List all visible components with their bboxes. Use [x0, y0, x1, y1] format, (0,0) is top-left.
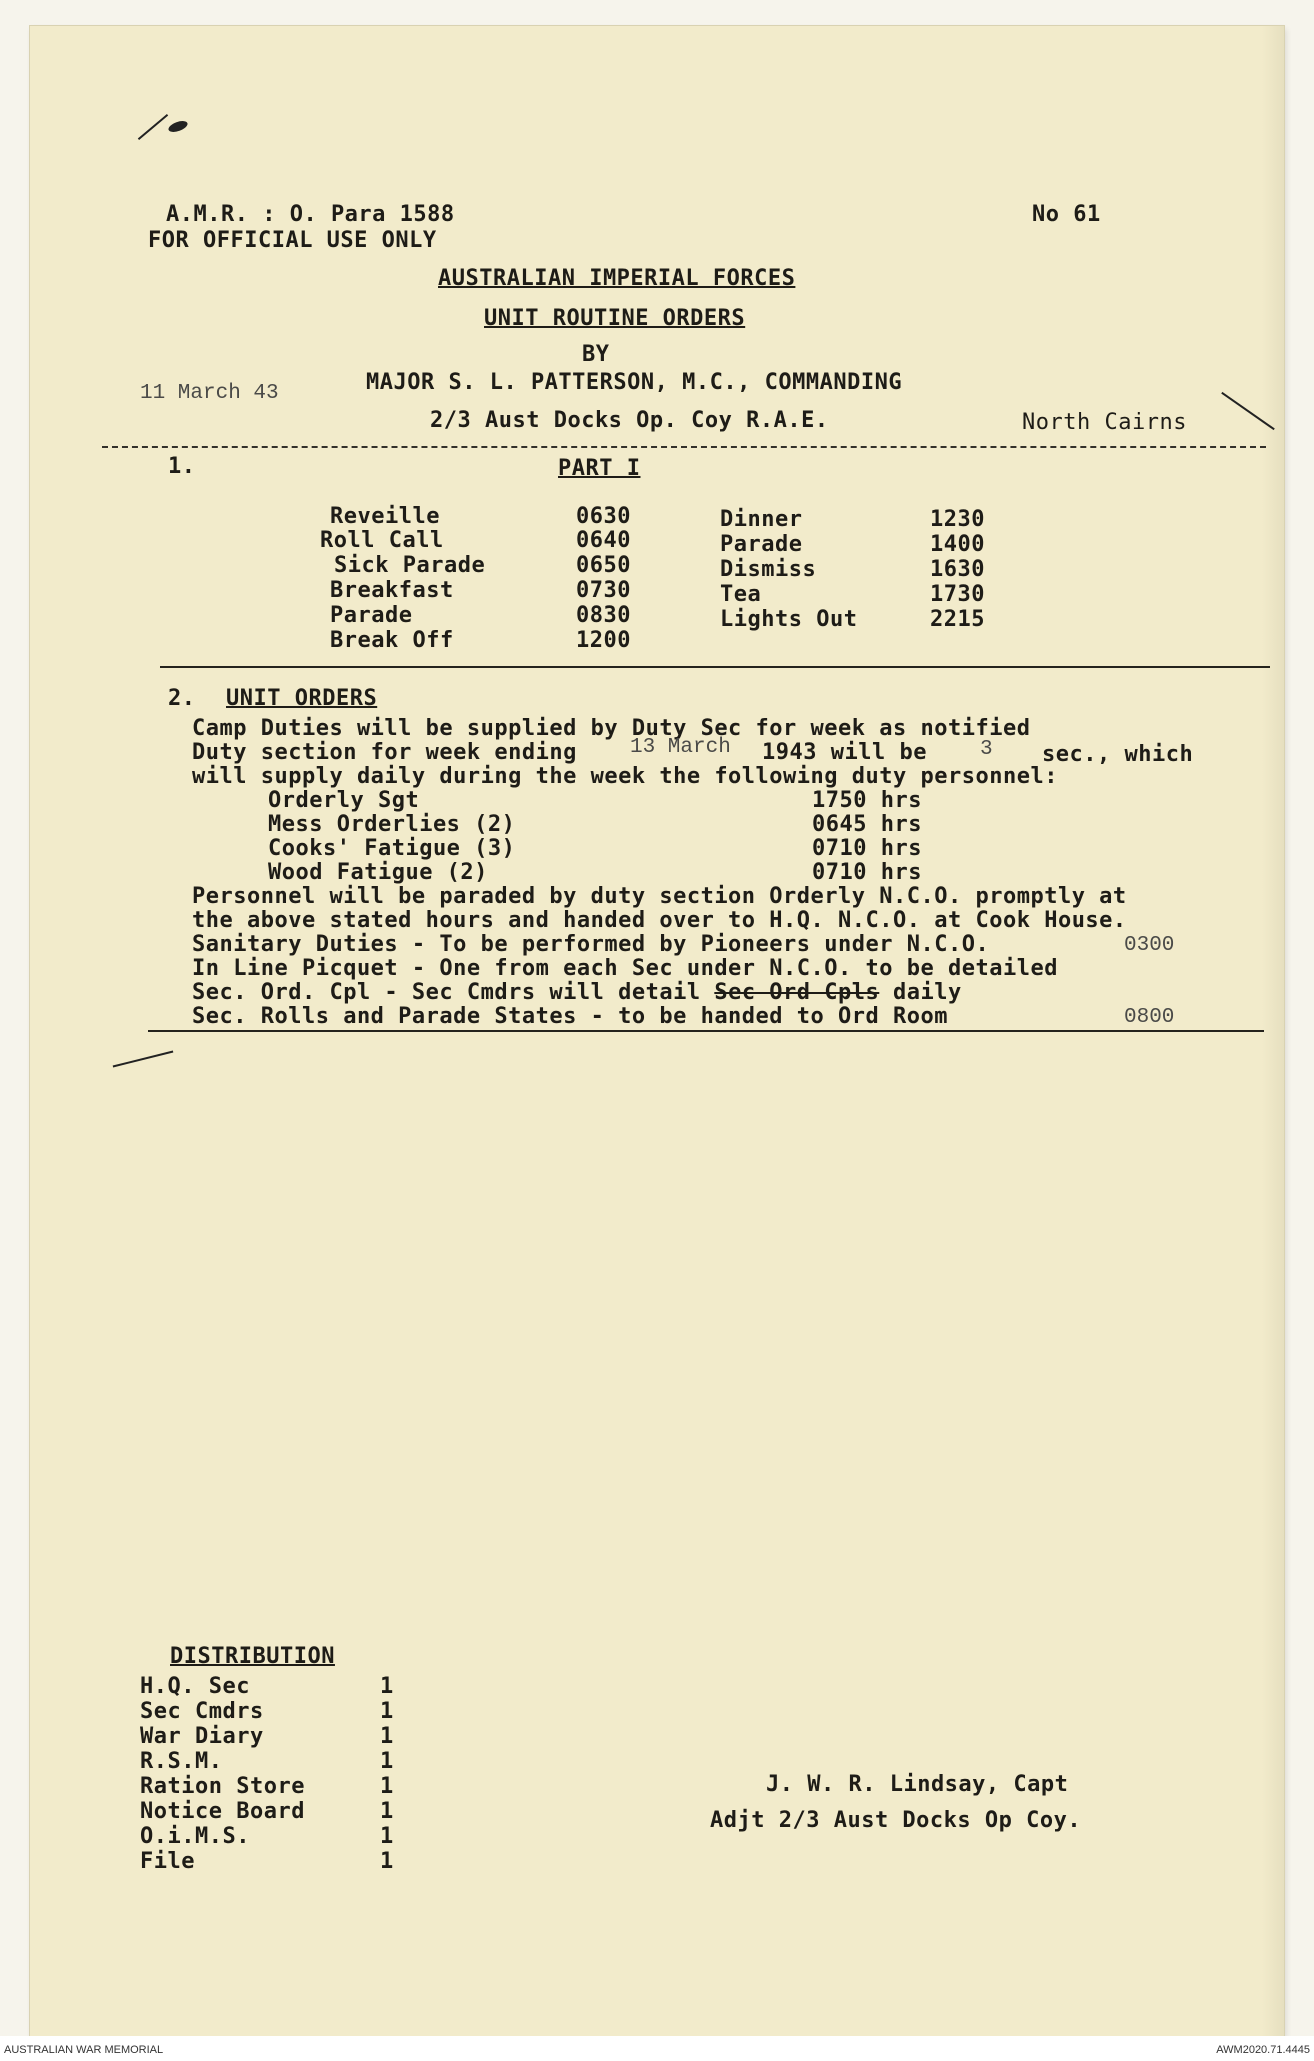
duty-item: Mess Orderlies (2) [268, 812, 516, 837]
duty-item: Orderly Sgt [268, 788, 420, 813]
signature-role: Adjt 2/3 Aust Docks Op Coy. [710, 1808, 1082, 1833]
orders-line: sec., which [1042, 742, 1194, 767]
schedule-time: 1230 [930, 507, 985, 532]
schedule-time: 1400 [930, 532, 985, 557]
ord-cpl-text: Sec. Ord. Cpl - Sec Cmdrs will detail [192, 980, 701, 1005]
order-reference: A.M.R. : O. Para 1588 [166, 202, 455, 227]
ord-cpl-line [192, 980, 962, 1005]
schedule-item: Lights Out [720, 607, 858, 632]
schedule-time: 0630 [576, 504, 631, 529]
orders-line: Camp Duties will be supplied by Duty Sec for week as notified [192, 716, 1031, 741]
distribution-item: R.S.M. [140, 1749, 223, 1774]
sanitary-duties-line: Sanitary Duties - To be performed by Pioneers under N.C.O. [192, 932, 990, 957]
schedule-item: Parade [330, 603, 413, 628]
distribution-item: File [140, 1849, 195, 1874]
schedule-item: Tea [720, 582, 762, 607]
unit-orders-divider [148, 1030, 1264, 1032]
duty-section-number: 3 [980, 738, 993, 761]
duty-time: 0710 hrs [812, 836, 922, 861]
footer-bar [0, 2036, 1314, 2061]
duty-time: 0645 hrs [812, 812, 922, 837]
paper-edge [1262, 26, 1284, 2036]
orders-line: 1943 will be [762, 740, 927, 765]
ord-cpl-struck: Sec Ord Cpls [714, 980, 880, 1005]
distribution-qty: 1 [380, 1674, 394, 1699]
distribution-item: War Diary [140, 1724, 264, 1749]
distribution-qty: 1 [380, 1749, 394, 1774]
schedule-item: Break Off [330, 628, 454, 653]
restriction-line: FOR OFFICIAL USE ONLY [148, 228, 437, 253]
unit-orders-heading: UNIT ORDERS [226, 686, 378, 711]
picquet-line: In Line Picquet - One from each Sec under N.C.O. to be detailed [192, 956, 1058, 981]
distribution-item: Notice Board [140, 1799, 305, 1824]
sanitary-time: 0300 [1124, 934, 1175, 957]
orders-line: will supply daily during the week the following duty personnel: [192, 764, 1058, 789]
order-number: No 61 [1032, 202, 1101, 227]
schedule-time: 0730 [576, 578, 631, 603]
distribution-item: O.i.M.S. [140, 1824, 250, 1849]
orders-line: Duty section for week ending [192, 740, 577, 765]
duty-time: 0710 hrs [812, 860, 922, 885]
part1-number: 1. [168, 454, 196, 479]
title-australian-imperial-forces: AUSTRALIAN IMPERIAL FORCES [438, 266, 796, 291]
distribution-qty: 1 [380, 1724, 394, 1749]
distribution-qty: 1 [380, 1799, 394, 1824]
schedule-item: Roll Call [320, 528, 444, 553]
footer-institution: AUSTRALIAN WAR MEMORIAL [4, 2044, 164, 2056]
part1-divider [160, 666, 1270, 668]
schedule-item: Reveille [330, 504, 440, 529]
part1-heading: PART I [558, 456, 641, 481]
ord-cpl-daily: daily [893, 980, 962, 1005]
duty-item: Cooks' Fatigue (3) [268, 836, 516, 861]
unit-orders-number: 2. [168, 686, 196, 711]
unit-name: 2/3 Aust Docks Op. Coy R.A.E. [430, 408, 829, 433]
distribution-item: H.Q. Sec [140, 1674, 250, 1699]
document-page [30, 26, 1284, 2036]
title-unit-routine-orders: UNIT ROUTINE ORDERS [484, 306, 746, 331]
schedule-time: 0830 [576, 603, 631, 628]
week-ending-date: 13 March [630, 736, 731, 759]
distribution-qty: 1 [380, 1849, 394, 1874]
distribution-item: Sec Cmdrs [140, 1699, 264, 1724]
footer-accession: AWM2020.71.4445 [1216, 2044, 1310, 2056]
header-divider [102, 446, 1266, 448]
distribution-qty: 1 [380, 1774, 394, 1799]
schedule-item: Parade [720, 532, 803, 557]
ink-blot-tail [138, 114, 168, 140]
signature-name: J. W. R. Lindsay, Capt [766, 1772, 1069, 1797]
orders-line: the above stated hours and handed over to H.Q. N.C.O. at Cook House. [192, 908, 1127, 933]
schedule-item: Dinner [720, 507, 803, 532]
duty-time: 1750 hrs [812, 788, 922, 813]
rolls-time: 0800 [1124, 1006, 1175, 1029]
schedule-item: Sick Parade [334, 553, 486, 578]
schedule-time: 2215 [930, 607, 985, 632]
schedule-time: 0650 [576, 553, 631, 578]
schedule-item: Breakfast [330, 578, 454, 603]
schedule-time: 1200 [576, 628, 631, 653]
schedule-time: 1630 [930, 557, 985, 582]
schedule-time: 0640 [576, 528, 631, 553]
ink-blot [167, 119, 189, 134]
title-by: BY [582, 342, 610, 367]
orders-line: Personnel will be paraded by duty section Orderly N.C.O. promptly at [192, 884, 1127, 909]
duty-item: Wood Fatigue (2) [268, 860, 488, 885]
distribution-item: Ration Store [140, 1774, 305, 1799]
distribution-qty: 1 [380, 1699, 394, 1724]
location: North Cairns [1022, 410, 1187, 435]
distribution-qty: 1 [380, 1824, 394, 1849]
margin-slash [113, 1051, 174, 1068]
commander-line: MAJOR S. L. PATTERSON, M.C., COMMANDING [366, 370, 903, 395]
rolls-line: Sec. Rolls and Parade States - to be handed to Ord Room [192, 1004, 948, 1029]
schedule-time: 1730 [930, 582, 985, 607]
schedule-item: Dismiss [720, 557, 817, 582]
order-date: 11 March 43 [140, 382, 279, 405]
distribution-heading: DISTRIBUTION [170, 1644, 335, 1669]
